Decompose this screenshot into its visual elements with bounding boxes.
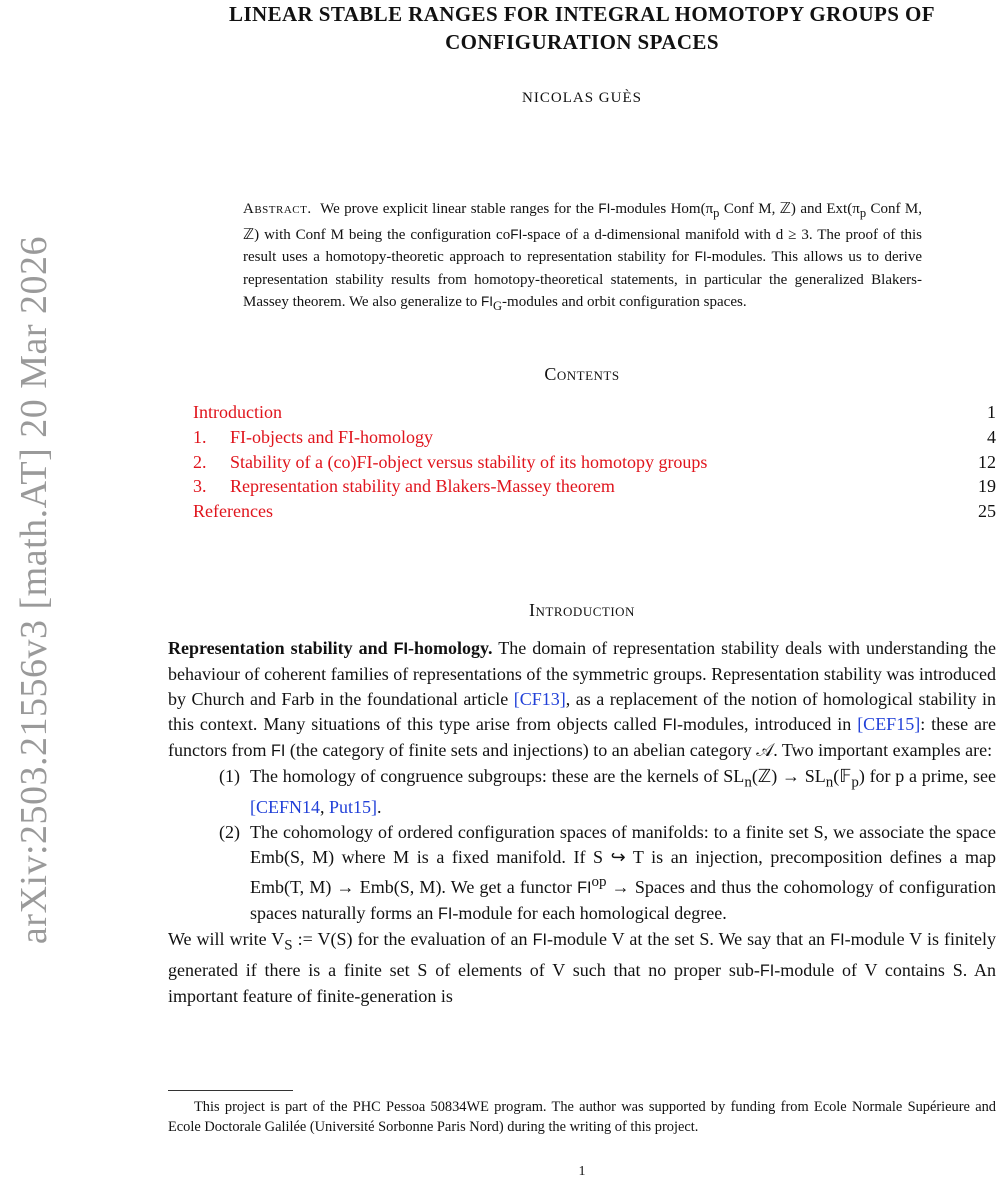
abstract-label: Abstract. — [243, 201, 312, 217]
introduction-heading: Introduction — [529, 600, 635, 620]
citation-put15[interactable]: Put15 — [329, 797, 372, 818]
table-of-contents — [193, 400, 996, 524]
title-line-1: LINEAR STABLE RANGES FOR INTEGRAL HOMOTOPY GROUPS OF — [229, 2, 935, 26]
title-line-2: CONFIGURATION SPACES — [445, 30, 719, 54]
toc-entry-3[interactable]: 3. Representation stability and Blakers-Massey theorem 19 — [193, 476, 996, 497]
citation-cef15[interactable]: [CEF15] — [857, 713, 921, 734]
intro-paragraph-2: We will write $V_S$ := V(S) for the evaluation of an FI-module V at the set S. We say that an FI-module V is finitely generated if there is a finite set S of elements of V such that no proper sub-FI-module of V contains S. An important feature of finite-generation is — [168, 928, 996, 1006]
abstract: Abstract. We prove explicit linear stable ranges for the FI-modules $Hom(\pi_p$ Conf M, ℤ) and $Ext(\pi_p$ Conf M, ℤ) with Conf M being the configuration coFI-space of a d-dimensional manifold with d ≥ 3. The proof of this result uses a homotopy-theoretic approach to representation stability for FI-modules. This allows us to derive representation stability results from homotopy-theoretical statements, in particular the generalized Blakers-Massey theorem. We also generalize to $FI_G$-modules and orbit configuration spaces. — [243, 201, 922, 313]
toc-entry-introduction[interactable]: Introduction 1 — [193, 402, 996, 422]
introduction-body — [168, 636, 996, 1009]
arxiv-id: arXiv:2503.21556v3 [math.AT] 20 Mar 2026 — [13, 235, 55, 945]
intro-paragraph-1: Representation stability and FI-homology. The domain of representation stability deals with understanding the behaviour of coherent families of representations of the symmetric groups. Representation stability was introduced by Church and Farb in the foundational article [CF13], as a replacement of the notion of homological stability in this context. Many situations of this type arise from objects called FI-modules, introduced in [CEF15]: these are functors from FI (the category of finite sets and injections) to an abelian category 𝒜. Two important examples are: — [168, 638, 996, 760]
list-item: (2) The cohomology of ordered configuration spaces of manifolds: to a finite set S, we associate the space Emb(S, M) where M is a fixed manifold. If S ↪ T is an injection, precomposition defines a map Emb(T, M) → Emb(S, M). We get a functor $FI^{op}$ → Spaces and thus the cohomology of configuration spaces naturally forms an FI-module for each homological degree. — [219, 821, 996, 923]
contents-heading: Contents — [544, 364, 620, 384]
author-name: NICOLAS GUÈS — [522, 90, 642, 106]
footnote-rule — [168, 1090, 293, 1091]
paper-title — [168, 0, 996, 56]
citation-cf13[interactable]: [CF13] — [513, 688, 566, 709]
toc-entry-1[interactable]: 1. FI-objects and FI-homology 4 — [193, 426, 996, 447]
list-item: (1) The homology of congruence subgroups: these are the kernels of $SL_n(ℤ)$ → $SL_n(𝔽_p)$ for p a prime, see [CEFN14, Put15]. — [219, 765, 996, 818]
arxiv-stamp — [0, 0, 62, 1000]
page-number: 1 — [578, 1164, 586, 1179]
toc-entry-2[interactable]: 2. Stability of a (co)FI-object versus stability of its homotopy groups 12 — [193, 451, 996, 472]
toc-entry-references[interactable]: References 25 — [193, 501, 996, 522]
citation-cefn14[interactable]: CEFN14 — [256, 797, 321, 818]
footnote: This project is part of the PHC Pessoa 50834WE program. The author was supported by funding from Ecole Normale Supérieure and Ecole Doctorale Galilée (Université Sorbonne Paris Nord) during the writing of this project. — [168, 1099, 996, 1135]
